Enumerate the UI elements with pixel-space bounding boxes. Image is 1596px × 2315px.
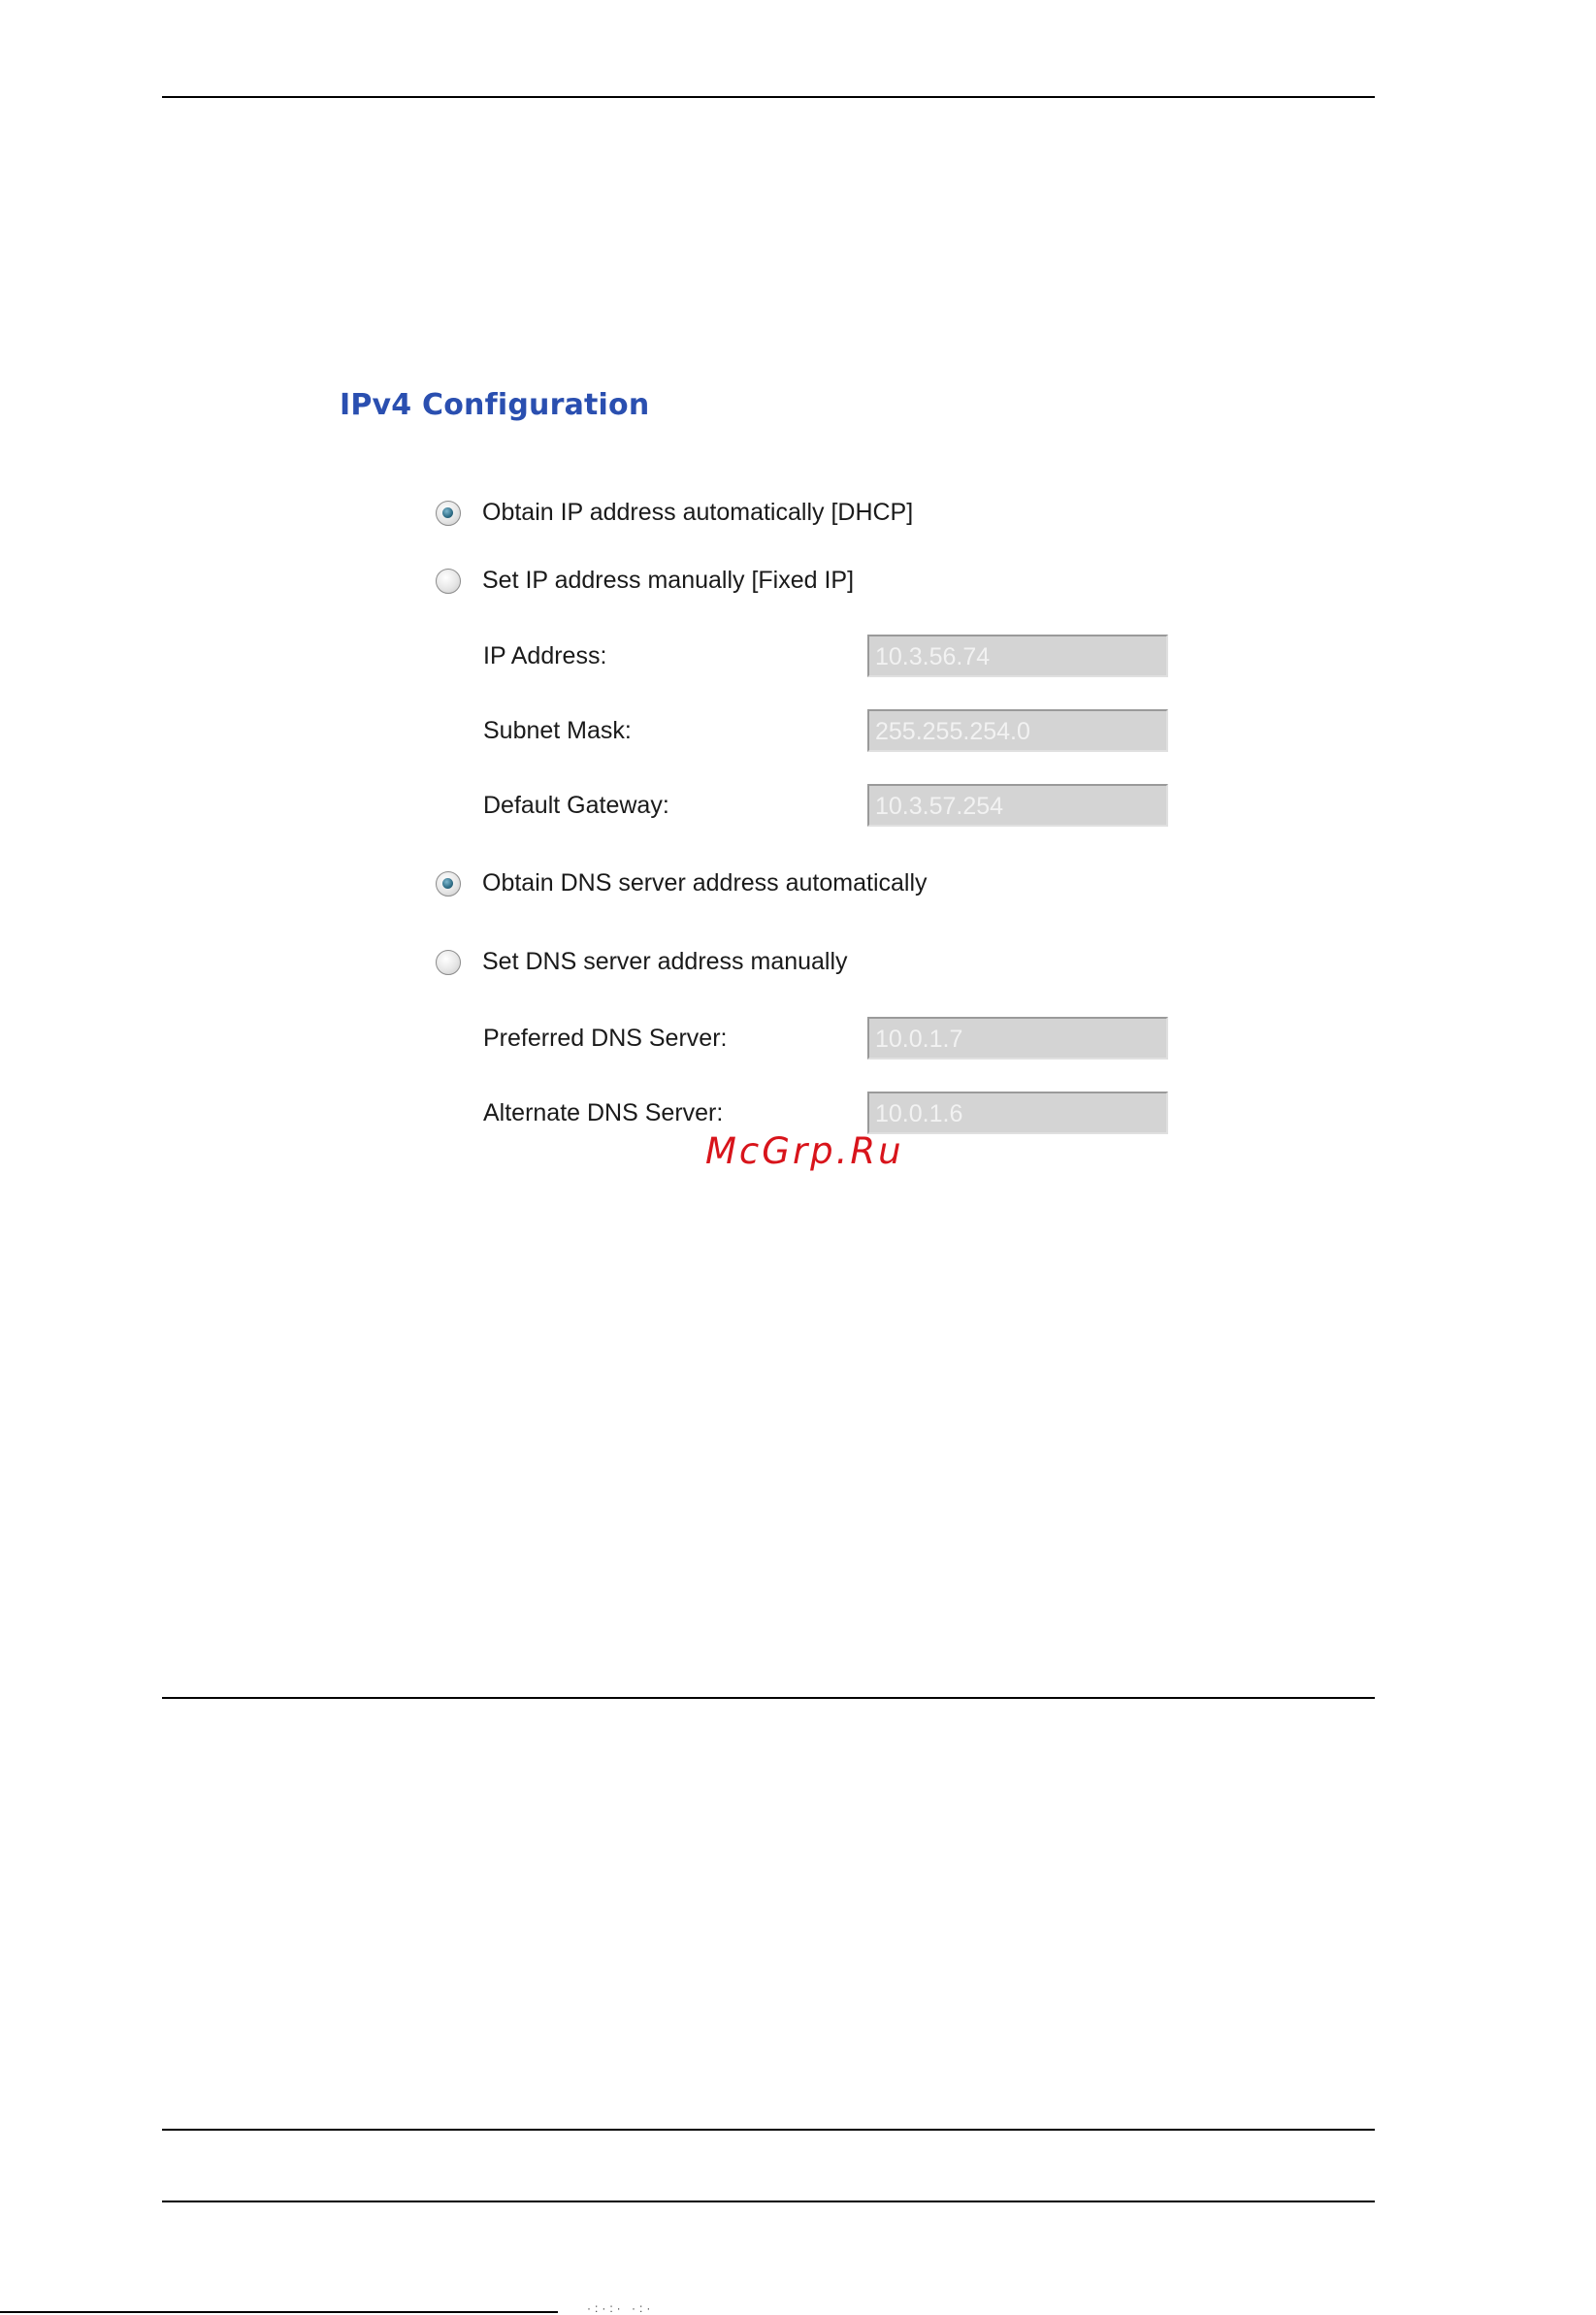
radio-unchecked-icon[interactable] xyxy=(436,569,461,594)
default-gateway-input[interactable]: 10.3.57.254 xyxy=(867,784,1168,827)
radio-ip-auto[interactable] xyxy=(436,499,913,527)
radio-checked-icon[interactable] xyxy=(436,501,461,526)
preferred-dns-input[interactable]: 10.0.1.7 xyxy=(867,1017,1168,1060)
middle-rule xyxy=(162,1697,1375,1699)
default-gateway-row xyxy=(483,784,1168,827)
default-gateway-label: Default Gateway: xyxy=(483,792,669,819)
subnet-mask-label: Subnet Mask: xyxy=(483,717,632,744)
radio-dns-auto-label: Obtain DNS server address automatically xyxy=(482,869,928,897)
radio-dns-auto[interactable] xyxy=(436,869,928,897)
section-title: IPv4 Configuration xyxy=(340,388,650,422)
alternate-dns-label: Alternate DNS Server: xyxy=(483,1099,724,1126)
radio-unchecked-icon[interactable] xyxy=(436,950,461,975)
top-rule xyxy=(162,96,1375,98)
radio-dns-manual-label: Set DNS server address manually xyxy=(482,948,848,975)
footer-rule xyxy=(0,2311,558,2313)
ip-address-input[interactable]: 10.3.56.74 xyxy=(867,635,1168,677)
preferred-dns-row xyxy=(483,1017,1168,1060)
radio-ip-auto-label: Obtain IP address automatically [DHCP] xyxy=(482,499,914,526)
lower-rule-2 xyxy=(162,2201,1375,2202)
watermark: McGrp.Ru xyxy=(705,1130,904,1172)
preferred-dns-label: Preferred DNS Server: xyxy=(483,1025,728,1052)
radio-dns-manual[interactable] xyxy=(436,948,848,976)
alternate-dns-input[interactable]: 10.0.1.6 xyxy=(867,1092,1168,1134)
ip-address-label: IP Address: xyxy=(483,642,607,669)
footer-marks: ·:·:· ·:· xyxy=(587,2301,655,2315)
ip-address-row xyxy=(483,635,1168,677)
radio-checked-icon[interactable] xyxy=(436,871,461,897)
radio-ip-manual[interactable] xyxy=(436,567,854,595)
subnet-mask-input[interactable]: 255.255.254.0 xyxy=(867,709,1168,752)
subnet-mask-row xyxy=(483,709,1168,752)
radio-ip-manual-label: Set IP address manually [Fixed IP] xyxy=(482,567,855,594)
alternate-dns-row xyxy=(483,1092,1168,1134)
lower-rule-1 xyxy=(162,2129,1375,2131)
